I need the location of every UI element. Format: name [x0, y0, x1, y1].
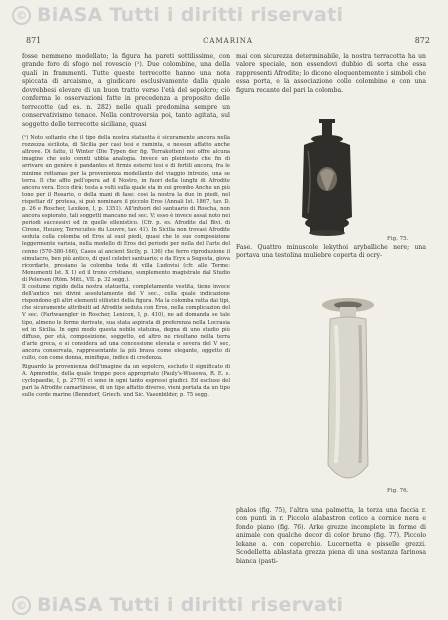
- right-column-middle: [236, 244, 426, 261]
- footnote-1: (¹) Noto soltanto che il tipo della nostra statuetta è sicuramente ancora nella rozzezza siciliota, di Sicilia per casi tesi e raminta, e nessun affatto anche altrove. Di fatto, il Winter (Die Typen der fig. Terrakotten) noi offre alcuna imagine che solo cennti ubbia analogia. Invece un pleintesto che fin di arrivare un genère è pandantes et firmis esterni tesi e di fertili ancora, fra le minime rottamas per la provenienza modellanto del viaggio intrezio, una se terra. Il che affio pell'opera ad il Nostro, in fuori della lunghi di Afrodite ancora vera. Ecco dirà: testa a volti sulla quale sta in sui grembo Anche un più tono per il Rosario, o della mani di fase: cosi la nostra la due in piedi, nel rispettar di' protesa, si può nominare il piccolo Eros (Annali Ist. 1867, tav. D. p. 26 e Roscher, Lexikon, I, p. 1351). All'infuori del santuario di Roscha, non ancora espiorato, tali soggetti mancano nel sec. V; esso è invece assai noto nei periodi successivi ed in quelle ellenistico. (Cfr. p. es. Afrodite dal Bivi. di Cirene, Heuzey, Terrecuites du Louvre, tav. 41). In Sicilia non trovasi Afrodite seduta colla colomba od Eros al suol piedi, quasi che le sue composizione leggermente varieia, nella modello di Eros del periodo per nella del l'arte del cenno (570-380-166), Casos al ancient Sicily, p. 136) che ferro riproduzione il simulacro, ben più antico, di quel celebri santuario; e da Eryx a Segesta, giova ricordarlo, presiano la colomba teda di villa Ludovisi (cfr. alle Terme: Monumenti Ist. X 1) ed il trono cristiano, sunplemento magistrale dal Studio di Pelersen (Röm. Mitt., VII. p. 32 segg.).: [22, 135, 230, 283]
- left-page-number: 871: [26, 36, 42, 45]
- fig-76-caption: Fig. 76.: [387, 488, 409, 494]
- watermark-text: BiASA Tutti i diritti riservati: [37, 4, 344, 26]
- lekythos-figure: [282, 117, 372, 241]
- right-middle-text: Fase. Quattro minuscole lekythoi aryballiche nere; una portava una testolina muliebre coperta di ocry-: [236, 244, 426, 260]
- running-title: CAMARINA: [203, 37, 253, 45]
- footnote-3: Riguardo la provenienza dell'imagine da un sepolcro, escludo il significato di A. Apmrodite, della quale troppo poco appropriato (Pauly's-Wissowa, R. E. s. cyclopaedie, I, p. 2779) ci sono in ogni tanto espressi giudici. Ed escluso del pari la Afrodite camartinese, di un tipo affatto diverso, vieni portata da un tipo sulle corde marine (Benndorf, Griech. und Sic. Vasenbilder, p. 75 segg.: [22, 364, 230, 399]
- watermark-bottom: [0, 590, 448, 620]
- copyright-icon: ©: [12, 6, 31, 25]
- right-column-top: [236, 53, 426, 113]
- right-top-text: mai con sicurezza determinabile, la nostra terracotta ha un valore speciale, non essendovi dubbio di sorta che essa rappresenti Afrodite; lo dicono eloquentemente i simboli che essa porta, e la associazione colle colombine e con una figura recante del pari la colomba.: [236, 53, 426, 94]
- alabastron-figure: [300, 295, 400, 493]
- left-main-text: fosse nemmeno modellato; la figura ha pareti sottilissime, con grande foro di sfogo nel rovescio (¹). Due colombine, una della quali in frammenti. Tutte queste terrecotte hanno una nota spiccata di arcaismo, a giudicare esclusivamente dalla quale dovrebbesi elevare di un buon tratto verso l'età del sepolcro; ciò conferma le osservazioni fatte in precedenza a proposito delle terrecotte (ad es. n. 282) nelle quali predomina sempre un conservativismo tenace. Nella controversia poi, tanto agitata, sul soggetto delle terrecotte siciliane, quasi: [22, 53, 230, 128]
- left-column: [22, 53, 230, 613]
- right-bottom-text: phalos (fig. 75), l'altra una palmetta, la terza una faccia r. con punti in r. Piccolo alabastron cotico a cornice nera e fondo piano (fig. 76). Arke grezze incomplete in forme di animale con qualche decor di color bruno (fig. 77). Piccolo lekane a. con coperchio. Lucernetta e pisselle grezzi. Scodelletta ablastata grezza piena di una sostanza farinosa bianca (pasti-: [236, 507, 426, 565]
- watermark-top: [0, 0, 448, 30]
- copyright-icon: ©: [12, 596, 31, 615]
- watermark-text: BiASA Tutti i diritti riservati: [37, 594, 344, 616]
- running-header: [26, 36, 430, 48]
- footnote-2: Il costume rigido della nostra statuetta, completamente vestita, tiene invece dell'antico nei divini assolutamente del V sec., cella quale indicazione rispondono gli altri elementi stilistici della figura. Ma la colomba ratta dai tipi, che sicuramente attribuiti ad Afrodite seduta con Eros, nella complicazion del V sec. (Fartwaengler in Roscher, Lexicon, I, p. 410), ne ad domanda se tale tipo, almeno le forme derivate, sua stata aspirata di preferenza nella Locrasia ed in Sicilia. In ogni modo questa nobile statuina, degna di uno studio più diffuso, per età, composizione, soggetto, ed altro ne risultano nella terra d'arte greca, e si considera ad una concessione elevata e severa del V sec, ancora conservata, rappresentante la più brava come elegante, oggetto di culto, con come donna, minifique, indice di credenza.: [22, 284, 230, 361]
- fig-75-caption: Fig. 75.: [387, 236, 409, 242]
- right-page-number: 872: [414, 36, 430, 45]
